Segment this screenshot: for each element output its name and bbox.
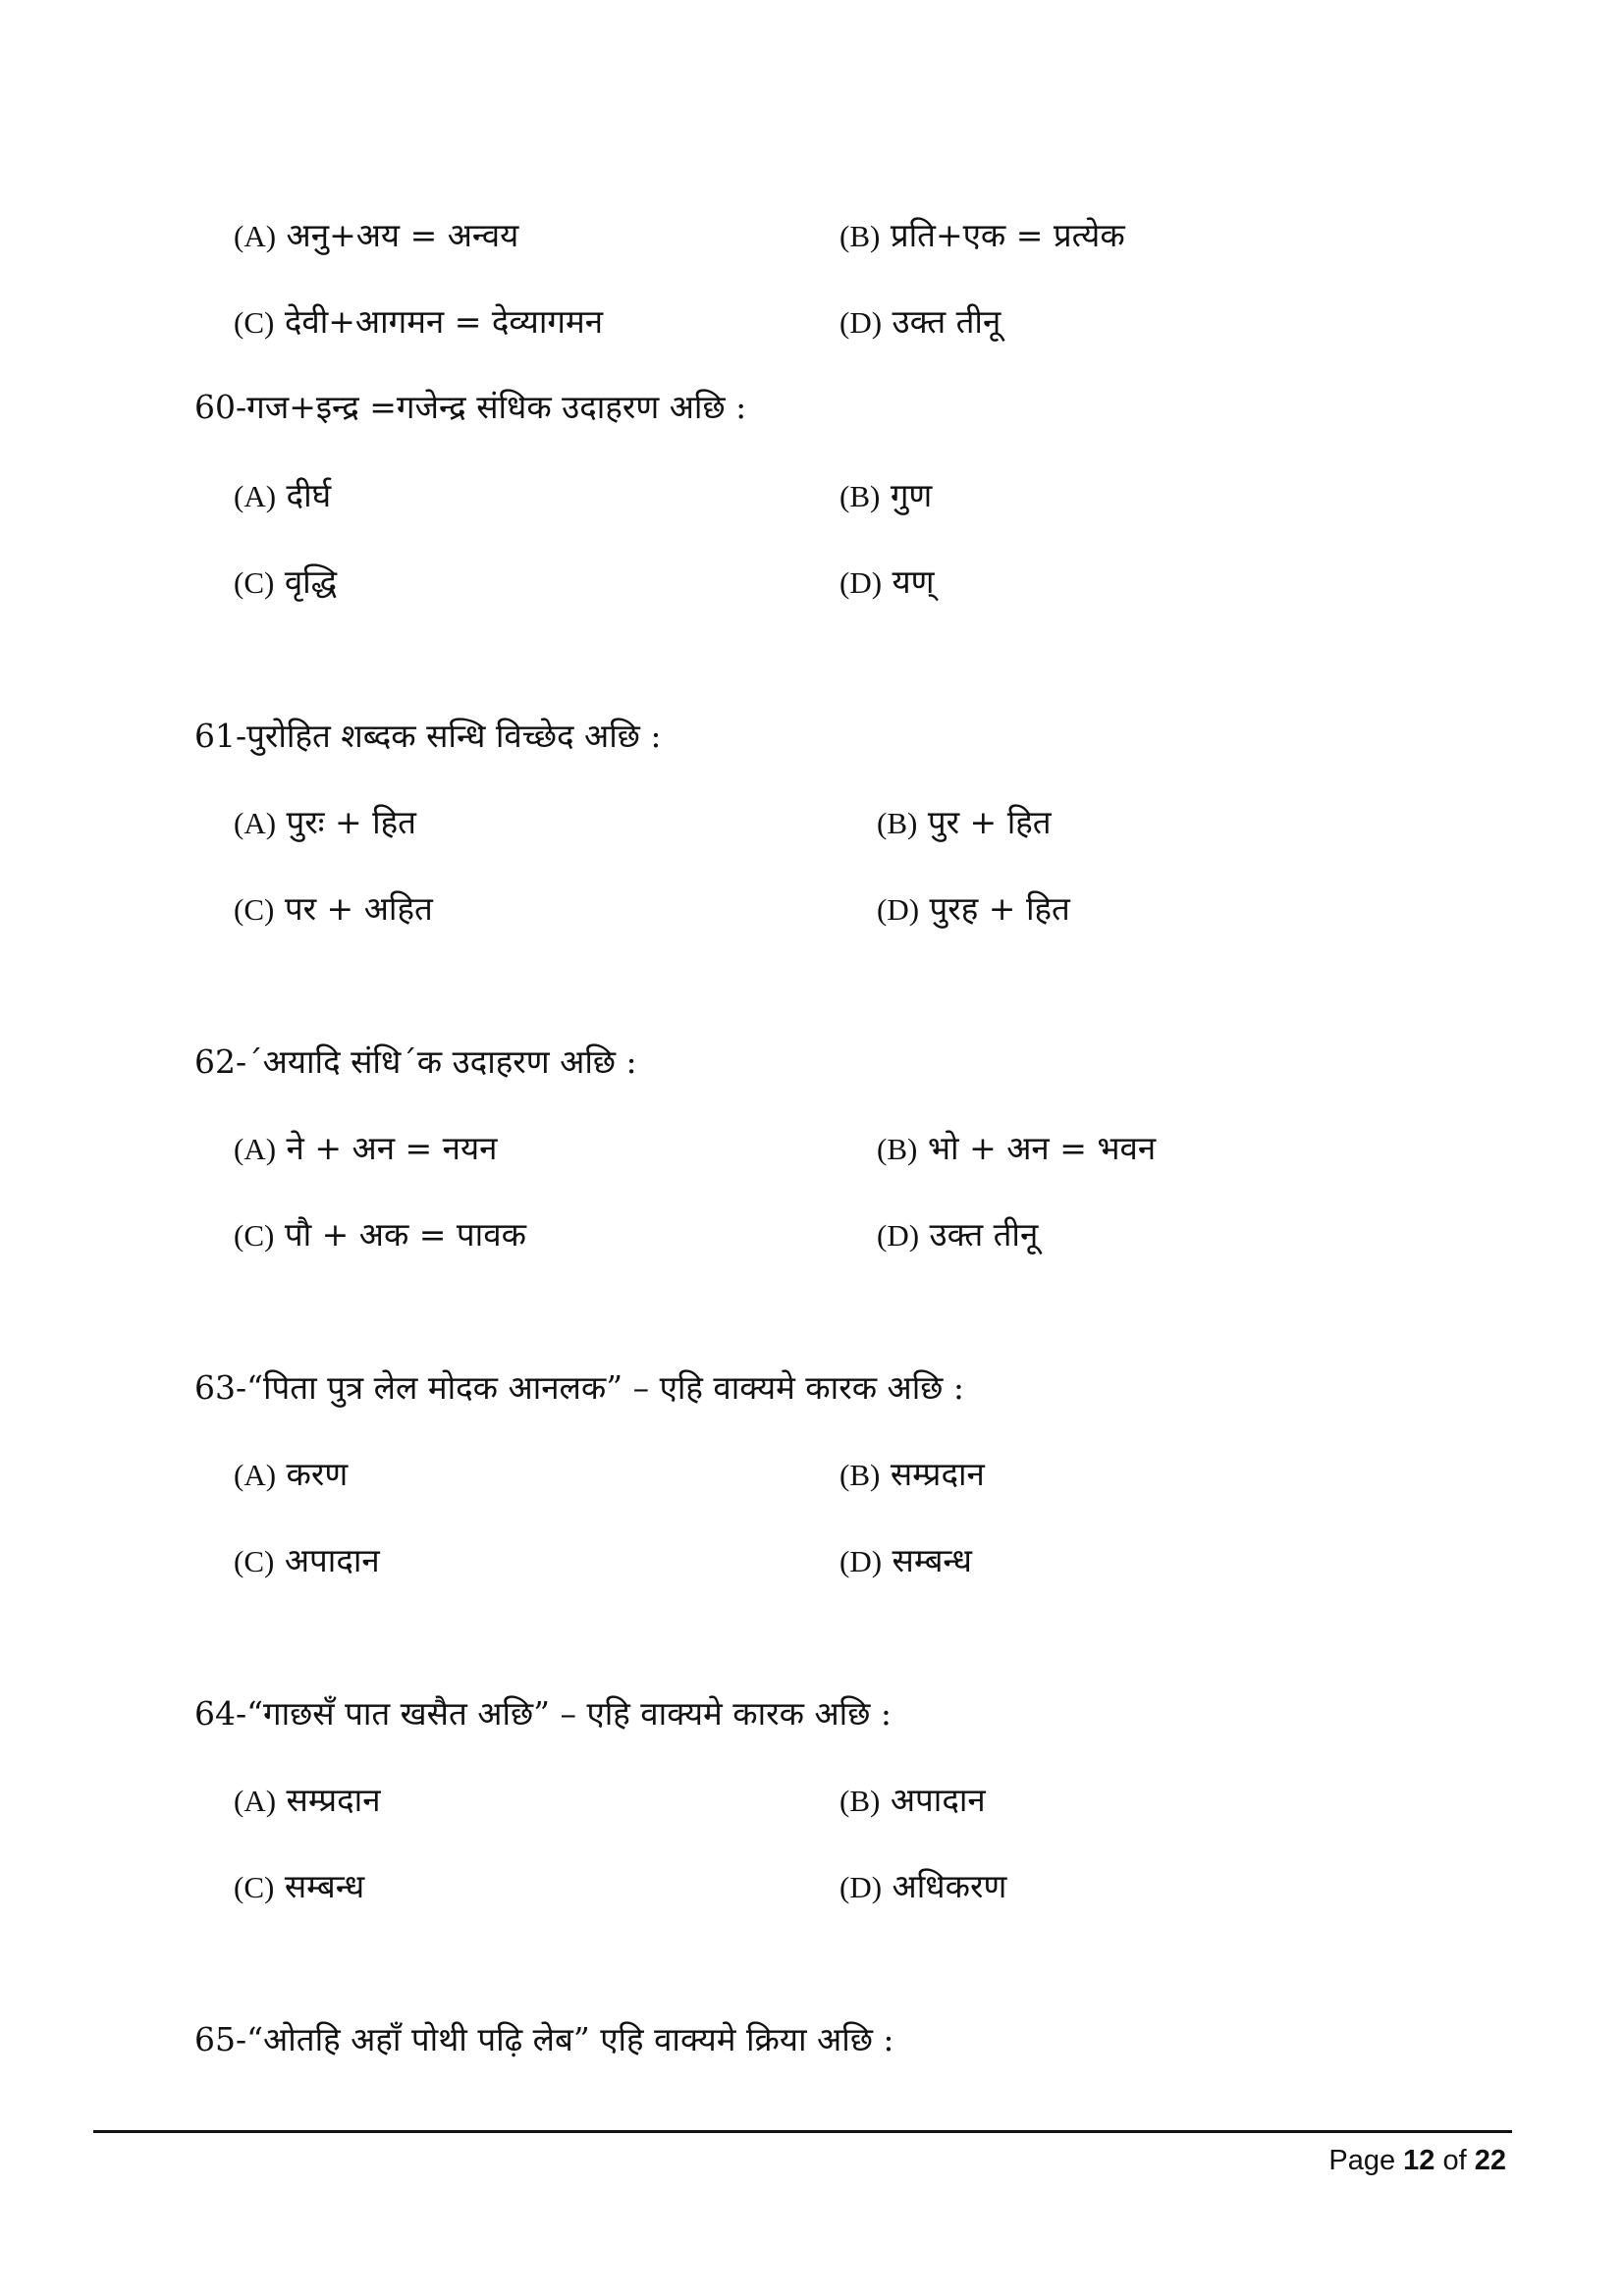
question-60-option-d: (D) यण् [839,562,935,601]
question-64-option-c: (C) सम्बन्ध [234,1867,365,1905]
question-60-stem: 60-गज+इन्द्र =गजेन्द्र संधिक उदाहरण अछि : [194,388,747,426]
question-62-option-a: (A) ने + अन = नयन [234,1129,498,1167]
question-63-stem: 63-“पिता पुत्र लेल मोदक आनलक” – एहि वाक्यमे कारक अछि : [194,1368,965,1407]
question-64-option-a: (A) सम्प्रदान [234,1781,381,1819]
question-62-option-b: (B) भो + अन = भवन [877,1129,1157,1167]
question-64-option-d: (D) अधिकरण [839,1867,1007,1905]
question-64-option-b: (B) अपादान [839,1781,986,1819]
page-number: Page 12 of 22 [1328,2145,1506,2176]
question-63-option-a: (A) करण [234,1455,349,1493]
question-60-option-b: (B) गुण [839,476,933,514]
question-61-option-b: (B) पुर + हित [877,803,1052,841]
option-b: (B) प्रति+एक = प्रत्येक [839,216,1125,254]
question-61-stem: 61-पुरोहित शब्दक सन्धि विच्छेद अछि : [194,717,662,755]
question-60-option-a: (A) दीर्घ [234,476,332,514]
question-60-option-c: (C) वृद्धि [234,562,338,601]
question-62-stem: 62-´अयादि संधि´क उदाहरण अछि : [194,1042,637,1081]
option-c: (C) देवी+आगमन = देव्यागमन [234,302,604,341]
question-63-option-c: (C) अपादान [234,1541,380,1579]
question-64-stem: 64-“गाछसँ पात खसैत अछि” – एहि वाक्यमे कारक अछि : [194,1694,892,1733]
question-62-option-d: (D) उक्त तीनू [877,1215,1039,1254]
question-61-option-d: (D) पुरह + हित [877,889,1070,928]
question-61-option-a: (A) पुरः + हित [234,803,416,841]
option-a: (A) अनु+अय = अन्वय [234,216,519,254]
question-61-option-c: (C) पर + अहित [234,889,433,928]
question-63-option-d: (D) सम्बन्ध [839,1541,972,1579]
question-65-stem: 65-“ओतहि अहाँ पोथी पढ़ि लेब” एहि वाक्यमे क्रिया अछि : [194,2020,894,2058]
option-d: (D) उक्त तीनू [839,302,1001,341]
question-62-option-c: (C) पौ + अक = पावक [234,1215,526,1254]
question-63-option-b: (B) सम्प्रदान [839,1455,985,1493]
footer-divider [93,2130,1512,2133]
